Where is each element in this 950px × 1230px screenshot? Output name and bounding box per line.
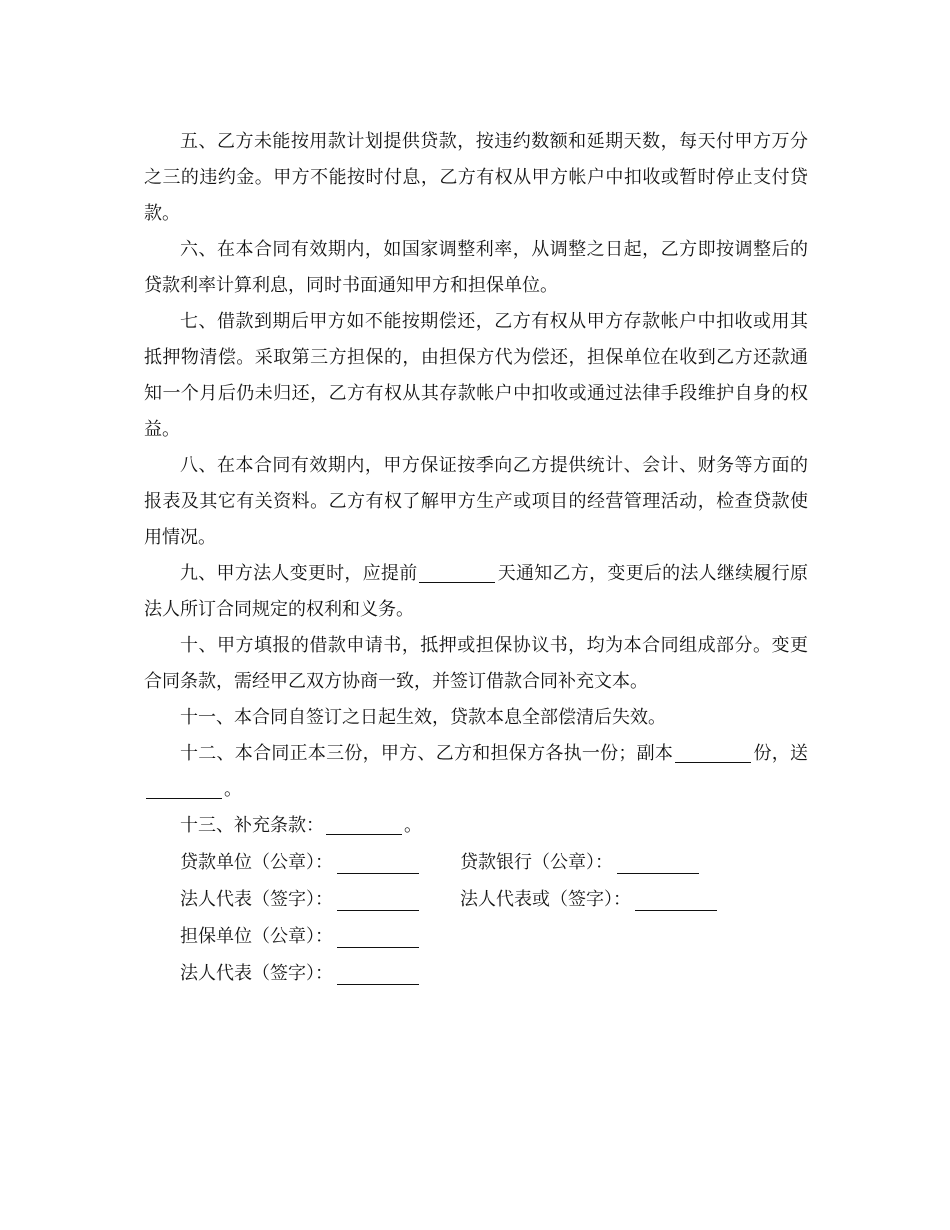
guarantor-legal-rep-blank[interactable]: [337, 962, 419, 985]
borrower-unit-blank[interactable]: [337, 851, 419, 874]
clause-12-part3: 。: [224, 779, 242, 800]
borrower-unit-field: [180, 845, 460, 881]
clause-10: 十、甲方填报的借款申请书，抵押或担保协议书，均为本合同组成部分。变更合同条款，需经甲乙双方协商一致，并签订借款合同补充文本。: [144, 635, 808, 692]
notice-days-blank[interactable]: [419, 560, 495, 583]
signature-row-4: [144, 955, 808, 992]
signature-row-2: [144, 881, 808, 918]
clause-11: 十一、本合同自签订之日起生效，贷款本息全部偿清后失效。: [180, 707, 666, 728]
guarantor-unit-label: 担保单位（公章）：: [180, 925, 333, 947]
clause-9-after: 天通知乙方，变更后的法人继续履行原法人所订合同规定的权利和义务。: [144, 563, 809, 620]
clause-12-part1: 十二、本合同正本三份，甲方、乙方和担保方各执一份；副本: [180, 743, 674, 764]
clause-13-end: 。: [404, 815, 422, 836]
legal-rep-or-blank[interactable]: [635, 888, 717, 911]
guarantor-unit-blank[interactable]: [337, 925, 419, 948]
clause-12: [144, 736, 808, 808]
legal-rep-field: [180, 882, 460, 918]
lender-bank-blank[interactable]: [617, 851, 699, 874]
clause-13: [144, 808, 808, 844]
lender-bank-field: [460, 845, 701, 881]
legal-rep-label: 法人代表（签字）：: [180, 888, 333, 910]
clause-5: 五、乙方未能按用款计划提供贷款，按违约数额和延期天数，每天付甲方万分之三的违约金。甲方不能按时付息，乙方有权从甲方帐户中扣收或暂时停止支付贷款。: [144, 131, 808, 224]
signature-row-3: [144, 918, 808, 955]
guarantor-unit-field: [180, 919, 460, 955]
borrower-unit-label: 贷款单位（公章）：: [180, 851, 333, 873]
signature-row-1: [144, 844, 808, 881]
clause-8: 八、在本合同有效期内，甲方保证按季向乙方提供统计、会计、财务等方面的报表及其它有关资料。乙方有权了解甲方生产或项目的经营管理活动，检查贷款使用情况。: [144, 455, 808, 548]
clause-9-before: 九、甲方法人变更时，应提前: [180, 563, 418, 584]
contract-body: [144, 124, 808, 992]
copies-count-blank[interactable]: [675, 740, 751, 763]
legal-rep-or-field: [460, 882, 719, 918]
clause-6: 六、在本合同有效期内，如国家调整利率，从调整之日起，乙方即按调整后的贷款利率计算利息，同时书面通知甲方和担保单位。: [144, 239, 808, 296]
guarantor-legal-rep-field: [180, 956, 460, 992]
guarantor-legal-rep-label: 法人代表（签字）：: [180, 962, 333, 984]
legal-rep-blank[interactable]: [337, 888, 419, 911]
supplementary-terms-blank[interactable]: [326, 812, 402, 835]
lender-bank-label: 贷款银行（公章）：: [460, 851, 613, 873]
clause-9: [144, 556, 808, 628]
clause-13-label: 十三、补充条款：: [180, 815, 324, 836]
send-to-blank[interactable]: [146, 776, 222, 799]
clause-7: 七、借款到期后甲方如不能按期偿还，乙方有权从甲方存款帐户中扣收或用其抵押物清偿。采取第三方担保的，由担保方代为偿还，担保单位在收到乙方还款通知一个月后仍未归还，乙方有权从其存款帐户中扣收或通过法律手段维护自身的权益。: [144, 311, 808, 440]
clause-12-part2: 份，送: [753, 743, 809, 764]
legal-rep-or-label: 法人代表或（签字）：: [460, 888, 631, 910]
